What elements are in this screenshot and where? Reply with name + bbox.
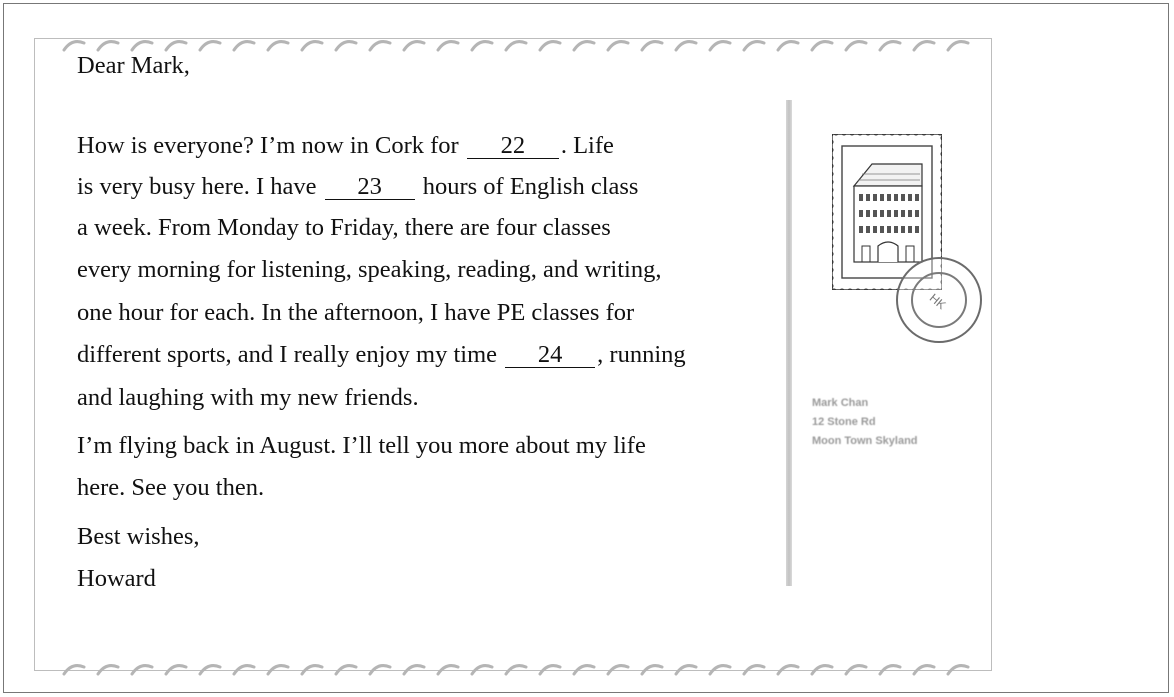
border-wave-mark bbox=[948, 666, 968, 674]
border-wave-mark bbox=[948, 42, 968, 50]
border-wave-mark bbox=[336, 42, 356, 50]
border-wave-mark bbox=[166, 42, 186, 50]
border-wave-mark bbox=[744, 42, 764, 50]
border-wave-mark bbox=[744, 666, 764, 674]
border-wave-mark bbox=[370, 42, 390, 50]
border-wave-mark bbox=[268, 666, 288, 674]
border-wave-mark bbox=[234, 666, 254, 674]
letter-line bbox=[77, 341, 686, 369]
letter-text: How is everyone? I’m now in Cork for bbox=[77, 132, 465, 159]
border-wave-mark bbox=[506, 42, 526, 50]
postcard-divider bbox=[786, 100, 792, 586]
border-wave-mark bbox=[574, 666, 594, 674]
border-wave-mark bbox=[574, 42, 594, 50]
border-wave-mark bbox=[438, 42, 458, 50]
border-wave-mark bbox=[302, 666, 322, 674]
border-wave-mark bbox=[676, 666, 696, 674]
border-wave-mark bbox=[98, 666, 118, 674]
letter-closing: Best wishes, bbox=[77, 523, 200, 550]
border-wave-mark bbox=[438, 666, 458, 674]
border-wave-mark bbox=[64, 666, 84, 674]
border-wave-mark bbox=[914, 666, 934, 674]
border-wave-mark bbox=[540, 42, 560, 50]
border-wave-mark bbox=[642, 42, 662, 50]
border-wave-mark bbox=[540, 666, 560, 674]
letter-line: one hour for each. In the afternoon, I have PE classes for bbox=[77, 299, 635, 326]
border-wave-mark bbox=[472, 42, 492, 50]
letter-text: . Life bbox=[560, 132, 614, 159]
border-wave-mark bbox=[846, 666, 866, 674]
address-line: 12 Stone Rd bbox=[812, 416, 876, 428]
border-wave-mark bbox=[132, 42, 152, 50]
border-wave-mark bbox=[268, 42, 288, 50]
border-wave-mark bbox=[404, 666, 424, 674]
border-wave-mark bbox=[64, 42, 84, 50]
border-wave-mark bbox=[370, 666, 390, 674]
letter-line: and laughing with my new friends. bbox=[77, 384, 419, 411]
letter-text: , running bbox=[597, 341, 686, 368]
postcard-bottom-border-icon bbox=[60, 658, 980, 682]
border-wave-mark bbox=[472, 666, 492, 674]
blank-24: 24 bbox=[505, 343, 595, 368]
postcard-top-border-icon bbox=[60, 34, 980, 58]
letter-line bbox=[77, 173, 638, 201]
border-wave-mark bbox=[778, 666, 798, 674]
blank-23: 23 bbox=[325, 175, 415, 200]
svg-text:HK: HK bbox=[926, 290, 949, 313]
letter-greeting: Dear Mark, bbox=[77, 52, 190, 79]
border-wave-mark bbox=[98, 42, 118, 50]
letter-line: every morning for listening, speaking, reading, and writing, bbox=[77, 256, 662, 283]
letter-line: here. See you then. bbox=[77, 474, 265, 501]
border-wave-mark bbox=[166, 666, 186, 674]
border-wave-mark bbox=[812, 42, 832, 50]
letter-text: hours of English class bbox=[416, 173, 639, 200]
border-wave-mark bbox=[642, 666, 662, 674]
border-wave-mark bbox=[812, 666, 832, 674]
border-wave-mark bbox=[336, 666, 356, 674]
border-wave-mark bbox=[234, 42, 254, 50]
border-wave-mark bbox=[506, 666, 526, 674]
border-wave-mark bbox=[302, 42, 322, 50]
border-wave-mark bbox=[200, 666, 220, 674]
letter-signature: Howard bbox=[77, 565, 156, 592]
recipient-address bbox=[812, 394, 918, 451]
border-wave-mark bbox=[846, 42, 866, 50]
border-wave-mark bbox=[200, 42, 220, 50]
postmark-icon bbox=[891, 252, 987, 348]
border-wave-mark bbox=[778, 42, 798, 50]
border-wave-mark bbox=[880, 42, 900, 50]
address-line: Mark Chan bbox=[812, 397, 869, 409]
address-line: Moon Town Skyland bbox=[812, 435, 918, 447]
letter-line bbox=[77, 132, 614, 160]
border-wave-mark bbox=[710, 42, 730, 50]
border-wave-mark bbox=[676, 42, 696, 50]
border-wave-mark bbox=[914, 42, 934, 50]
border-wave-mark bbox=[710, 666, 730, 674]
letter-text: is very busy here. I have bbox=[77, 173, 323, 200]
border-wave-mark bbox=[404, 42, 424, 50]
letter-text: different sports, and I really enjoy my time bbox=[77, 341, 504, 368]
border-wave-mark bbox=[608, 42, 628, 50]
border-wave-mark bbox=[608, 666, 628, 674]
letter-line: a week. From Monday to Friday, there are four classes bbox=[77, 214, 611, 241]
letter-line: I’m flying back in August. I’ll tell you more about my life bbox=[77, 432, 646, 459]
border-wave-mark bbox=[880, 666, 900, 674]
blank-22: 22 bbox=[467, 134, 559, 159]
border-wave-mark bbox=[132, 666, 152, 674]
